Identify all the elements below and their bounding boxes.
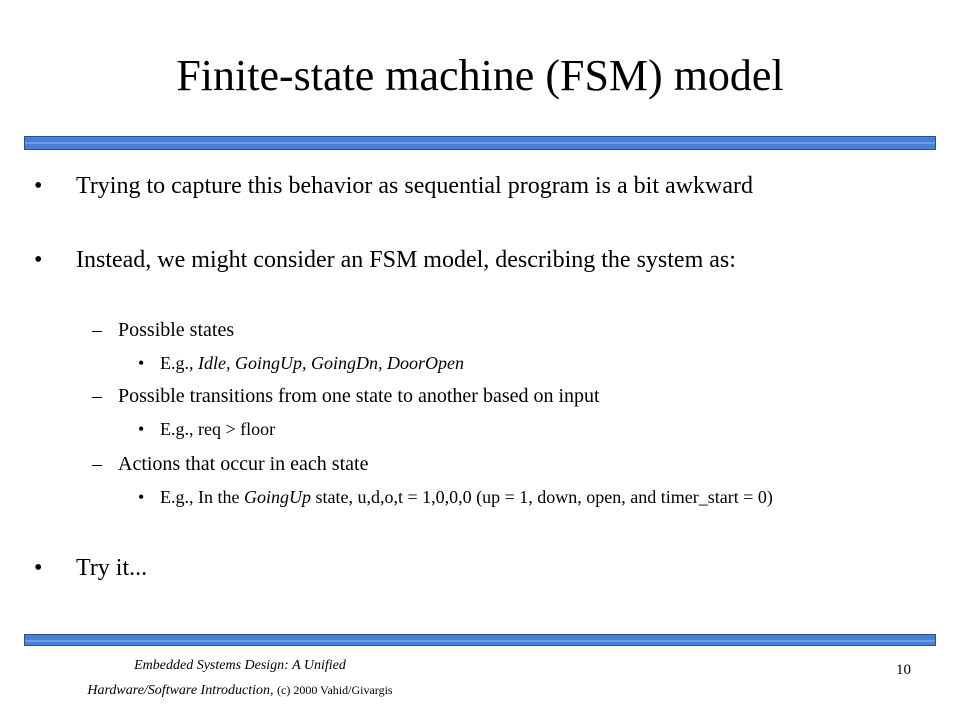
footer-divider: [24, 634, 936, 646]
dash-marker: –: [92, 453, 102, 475]
example-states: [138, 352, 840, 374]
example-state-names: Idle, GoingUp, GoingDn, DoorOpen: [198, 353, 464, 373]
sub-bullet-text: Possible states: [118, 319, 235, 341]
bullet-try-it: [34, 554, 916, 582]
bullet-fsm-model: [34, 246, 916, 274]
bullet-marker: •: [34, 555, 43, 581]
bullet-marker: •: [138, 487, 145, 507]
footer-book-title: Embedded Systems Design: A Unified: [134, 658, 346, 673]
sub-bullet-text: Possible transitions from one state to another based on input: [118, 385, 600, 407]
example-transitions: [138, 418, 840, 440]
bullet-text: Instead, we might consider an FSM model, describing the system as:: [76, 247, 736, 273]
sub-bullet-text: Actions that occur in each state: [118, 453, 369, 475]
bullet-marker: •: [34, 247, 43, 273]
footer-copyright: (c) 2000 Vahid/Givargis: [277, 683, 393, 697]
example-suffix: state, u,d,o,t = 1,0,0,0 (up = 1, down, open, and timer_start = 0): [310, 487, 773, 507]
sub-bullet-actions: [92, 452, 898, 476]
bullet-marker: •: [138, 353, 145, 373]
dash-marker: –: [92, 385, 102, 407]
sub-bullet-states: [92, 318, 898, 342]
footer-book-subtitle: Hardware/Software Introduction,: [87, 683, 274, 698]
dash-marker: –: [92, 319, 102, 341]
example-text: E.g., req > floor: [160, 419, 276, 439]
example-prefix: E.g., In the: [160, 487, 244, 507]
footer-citation: [60, 654, 420, 703]
bullet-capture-behavior: [34, 172, 916, 200]
slide-title: Finite-state machine (FSM) model: [176, 51, 784, 100]
footer-book-subtitle-line: [60, 678, 420, 703]
bullet-marker: •: [138, 419, 145, 439]
sub-bullet-transitions: [92, 384, 898, 408]
bullet-marker: •: [34, 173, 43, 199]
bullet-text: Try it...: [76, 555, 148, 581]
bullet-text: Trying to capture this behavior as sequential program is a bit awkward: [76, 173, 753, 199]
page-number: 10: [896, 662, 911, 678]
example-state-name: GoingUp: [243, 487, 311, 507]
example-actions: [138, 486, 840, 508]
example-prefix: E.g.,: [160, 353, 198, 373]
